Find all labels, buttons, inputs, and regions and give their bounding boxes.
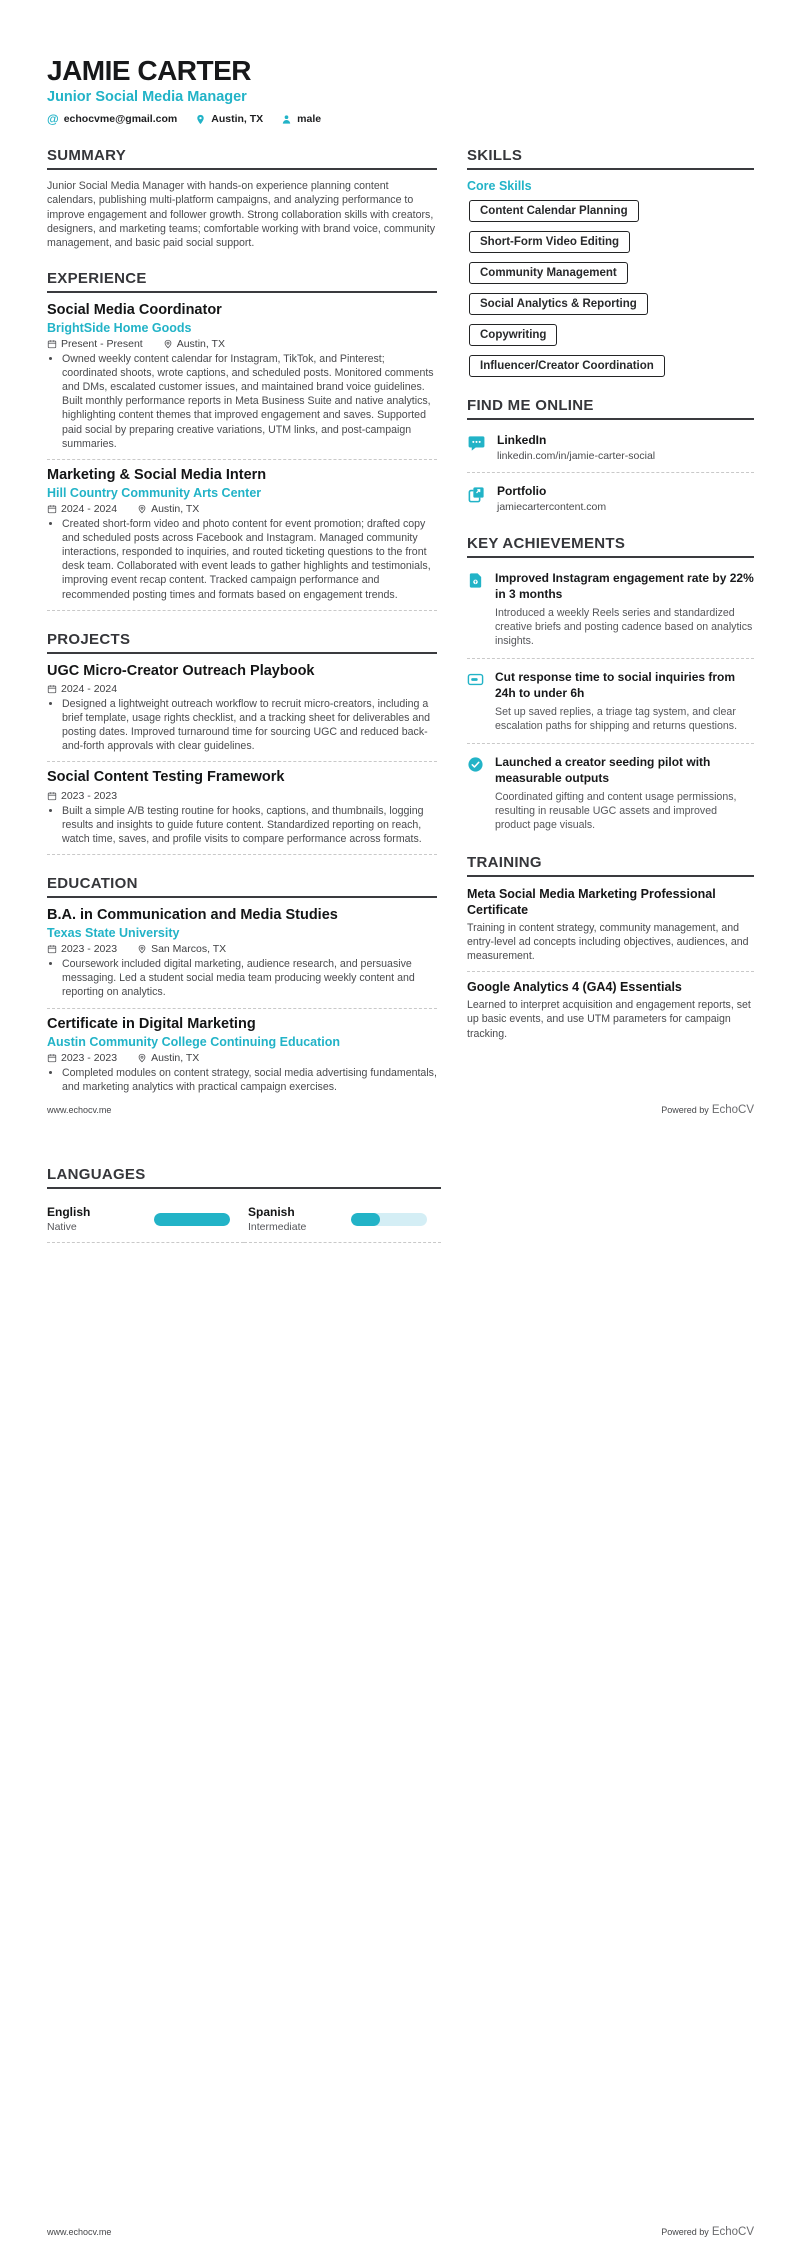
separator	[47, 459, 437, 460]
education-entry	[47, 1016, 437, 1095]
job-meta	[47, 503, 437, 515]
skills-group-label: Core Skills	[467, 179, 532, 194]
language-level: Intermediate	[248, 1221, 307, 1233]
find-me-online-heading: FIND ME ONLINE	[467, 397, 754, 420]
experience-heading: EXPERIENCE	[47, 270, 437, 293]
skill-tag: Community Management	[469, 262, 628, 284]
job-location: Austin, TX	[176, 338, 225, 351]
page-1-content	[0, 0, 794, 1096]
card-icon	[467, 671, 484, 693]
footer-brand: EchoCV	[711, 1104, 754, 1116]
check-circle-icon	[467, 756, 484, 778]
calendar-icon	[47, 339, 57, 349]
achievement-item	[467, 751, 754, 834]
training-desc: Learned to interpret acquisition and engagement reports, set up basic events, and use UTM parameters for campaign tracking.	[467, 999, 751, 1040]
project-meta	[47, 790, 437, 802]
job-title: Marketing & Social Media Intern	[47, 466, 267, 483]
projects-heading: PROJECTS	[47, 631, 437, 654]
job-bullets	[47, 517, 437, 601]
online-link-label: LinkedIn	[497, 433, 547, 448]
project-entry	[47, 663, 437, 754]
project-entry	[47, 769, 437, 846]
education-bullet: • Completed modules on content strategy, social media advertising fundamentals, and marketing analytics with practical campaign exercises.	[62, 1066, 437, 1094]
education-dates: 2023 - 2023	[61, 943, 118, 956]
language-proficiency-bar	[351, 1213, 427, 1226]
degree-title: Certificate in Digital Marketing	[47, 1015, 256, 1032]
achievement-title: Improved Instagram engagement rate by 22% in 3 months	[495, 571, 754, 601]
project-bullets	[47, 697, 437, 753]
training-item	[467, 979, 754, 1040]
contact-location-text: Austin, TX	[211, 113, 264, 126]
skill-tag: Short-Form Video Editing	[469, 231, 630, 253]
location-pin-icon	[195, 114, 206, 125]
footer-powered-text: Powered by	[661, 1105, 709, 1115]
calendar-icon	[47, 504, 57, 514]
language-proficiency-fill	[351, 1213, 380, 1226]
candidate-title: Junior Social Media Manager	[47, 89, 247, 106]
education-entry	[47, 907, 437, 1000]
job-meta	[47, 338, 437, 350]
two-column-layout	[47, 131, 754, 1096]
project-title: Social Content Testing Framework	[47, 769, 285, 786]
project-meta	[47, 683, 437, 695]
training-title: Google Analytics 4 (GA4) Essentials	[467, 980, 682, 995]
separator	[467, 472, 754, 473]
footer-site-link[interactable]: www.echocv.me	[47, 2227, 112, 2237]
project-title: UGC Micro-Creator Outreach Playbook	[47, 662, 315, 679]
languages-grid	[47, 1198, 441, 1243]
company-name: Hill Country Community Arts Center	[47, 486, 262, 501]
footer-powered-text: Powered by	[661, 2227, 709, 2237]
calendar-icon	[47, 944, 57, 954]
language-level: Native	[47, 1221, 77, 1233]
calendar-icon	[47, 1053, 57, 1063]
company-name: BrightSide Home Goods	[47, 321, 192, 336]
language-proficiency-bar	[154, 1213, 230, 1226]
online-link-row	[467, 429, 754, 464]
left-column	[47, 131, 437, 1096]
resume-header	[47, 56, 754, 125]
achievement-item	[467, 567, 754, 650]
job-bullet: • Owned weekly content calendar for Instagram, TikTok, and Pinterest; coordinated shoots, wrote captions, and scheduled posts. Monitored comments and DMs, escalated customer issues, and maintained brand voice guidelines. Built monthly performance reports in Meta Business Suite and native analytics, highlighting content themes that improved engagement and saves. Supported paid social by preparing creative variations, UTM links, and post-campaign summaries.	[62, 352, 437, 451]
achievement-desc: Coordinated gifting and content usage permissions, resulting in reusable UGC assets and improved product page visuals.	[495, 790, 737, 832]
online-link-label: Portfolio	[497, 484, 547, 499]
experience-entry	[47, 302, 437, 451]
online-link-row	[467, 480, 754, 515]
degree-title: B.A. in Communication and Media Studies	[47, 906, 338, 923]
separator	[467, 971, 754, 972]
education-location: San Marcos, TX	[151, 943, 227, 956]
language-item	[47, 1198, 244, 1243]
language-name: Spanish	[248, 1205, 295, 1219]
job-bullets	[47, 352, 437, 451]
online-link-url[interactable]: linkedin.com/in/jamie-carter-social	[497, 450, 656, 463]
school-name: Texas State University	[47, 926, 180, 941]
achievement-item	[467, 666, 754, 735]
languages-heading: LANGUAGES	[47, 1166, 441, 1189]
summary-text: Junior Social Media Manager with hands-on experience planning content calendars, publishing multi-platform campaigns, and analyzing performance to improve engagement and follower growth. Strong collaboration skills with creators, designers, and marketing teams; comfortable working with brand voice, community management, and basic paid social support.	[47, 180, 436, 249]
job-location: Austin, TX	[151, 503, 200, 516]
training-title: Meta Social Media Marketing Professional Certificate	[467, 887, 716, 918]
language-proficiency-fill	[154, 1213, 230, 1226]
skill-tag: Social Analytics & Reporting	[469, 293, 648, 315]
language-item	[244, 1198, 441, 1243]
achievement-title: Cut response time to social inquiries from 24h to under 6h	[495, 670, 736, 700]
achievement-desc: Set up saved replies, a triage tag system, and clear escalation paths for shipping and returns questions.	[495, 706, 738, 733]
separator	[47, 610, 437, 611]
person-icon	[281, 114, 292, 125]
school-name: Austin Community College Continuing Education	[47, 1034, 341, 1049]
page-footer	[47, 1100, 754, 1118]
achievement-title: Launched a creator seeding pilot with measurable outputs	[495, 755, 711, 785]
summary-heading: SUMMARY	[47, 147, 437, 170]
footer-site-link[interactable]: www.echocv.me	[47, 1105, 112, 1115]
job-title: Social Media Coordinator	[47, 301, 222, 318]
footer-brand: EchoCV	[711, 2226, 754, 2238]
right-column	[467, 131, 754, 1096]
location-pin-icon	[137, 1053, 147, 1063]
online-link-url[interactable]: jamiecartercontent.com	[497, 501, 607, 514]
calendar-icon	[47, 791, 57, 801]
achievement-desc: Introduced a weekly Reels series and standardized creative briefs and posting cadence based on analytics insights.	[495, 607, 753, 648]
project-dates: 2023 - 2023	[61, 789, 118, 802]
job-dates: Present - Present	[61, 338, 143, 351]
contact-gender-text: male	[297, 113, 322, 126]
separator	[467, 658, 754, 659]
location-pin-icon	[137, 944, 147, 954]
contact-email-text: echocvme@gmail.com	[63, 113, 178, 126]
education-heading: EDUCATION	[47, 875, 437, 898]
education-dates: 2023 - 2023	[61, 1051, 118, 1064]
experience-entry	[47, 467, 437, 602]
email-icon: @	[47, 112, 59, 127]
project-bullet: • Designed a lightweight outreach workflow to recruit micro-creators, including a brief template, usage rights checklist, and a tracking sheet for deliverables and posting dates. Improved turnaround time for sourcing UGC and reduced back-and-forth approvals with clear guidelines.	[62, 697, 437, 753]
separator	[467, 743, 754, 744]
education-meta	[47, 943, 437, 955]
linkedin-icon	[467, 434, 486, 458]
document-icon	[467, 572, 484, 594]
location-pin-icon	[163, 339, 173, 349]
education-location: Austin, TX	[151, 1051, 200, 1064]
contact-location	[195, 113, 263, 125]
separator	[47, 761, 437, 762]
contact-row	[47, 113, 754, 125]
candidate-name: JAMIE CARTER	[47, 55, 252, 86]
project-bullets	[47, 804, 437, 846]
training-heading: TRAINING	[467, 854, 754, 877]
languages-section	[47, 1166, 441, 1243]
page-footer	[47, 2222, 754, 2240]
separator	[47, 1008, 437, 1009]
training-item	[467, 886, 754, 963]
skill-tag: Copywriting	[469, 324, 557, 346]
skills-heading: SKILLS	[467, 147, 754, 170]
skill-tag: Influencer/Creator Coordination	[469, 355, 665, 377]
job-bullet: • Created short-form video and photo content for event promotion; drafted copy and scheduled posts across Facebook and Instagram. Managed community interactions, responded to inquiries, and routed ticketing questions to the front desk team. Collaborated with event leads to gather highlights and testimonials, improving event recap content. Tracked campaign performance and recommended posting times and formats based on engagement trends.	[62, 517, 437, 601]
project-dates: 2024 - 2024	[61, 682, 118, 695]
education-bullets	[47, 1066, 437, 1094]
location-pin-icon	[137, 504, 147, 514]
key-achievements-heading: KEY ACHIEVEMENTS	[467, 535, 754, 558]
portfolio-icon	[467, 485, 486, 509]
contact-email	[47, 113, 177, 125]
education-meta	[47, 1052, 437, 1064]
training-desc: Training in content strategy, community management, and entry-level ad concepts including objectives, audiences, and measurement.	[467, 922, 749, 963]
contact-gender	[281, 113, 321, 125]
separator	[47, 854, 437, 855]
language-name: English	[47, 1205, 91, 1219]
project-bullet: • Built a simple A/B testing routine for hooks, captions, and thumbnails, logging results and insights to guide future content. Standardized reporting on reach, watch time, saves, and profile visits to compare performance across formats.	[62, 804, 437, 846]
education-bullet: • Coursework included digital marketing, audience research, and persuasive messaging. Led a student social media team producing weekly content and reporting on analytics.	[62, 957, 437, 999]
skill-tag: Content Calendar Planning	[469, 200, 639, 222]
job-dates: 2024 - 2024	[61, 503, 118, 516]
education-bullets	[47, 957, 437, 999]
calendar-icon	[47, 684, 57, 694]
